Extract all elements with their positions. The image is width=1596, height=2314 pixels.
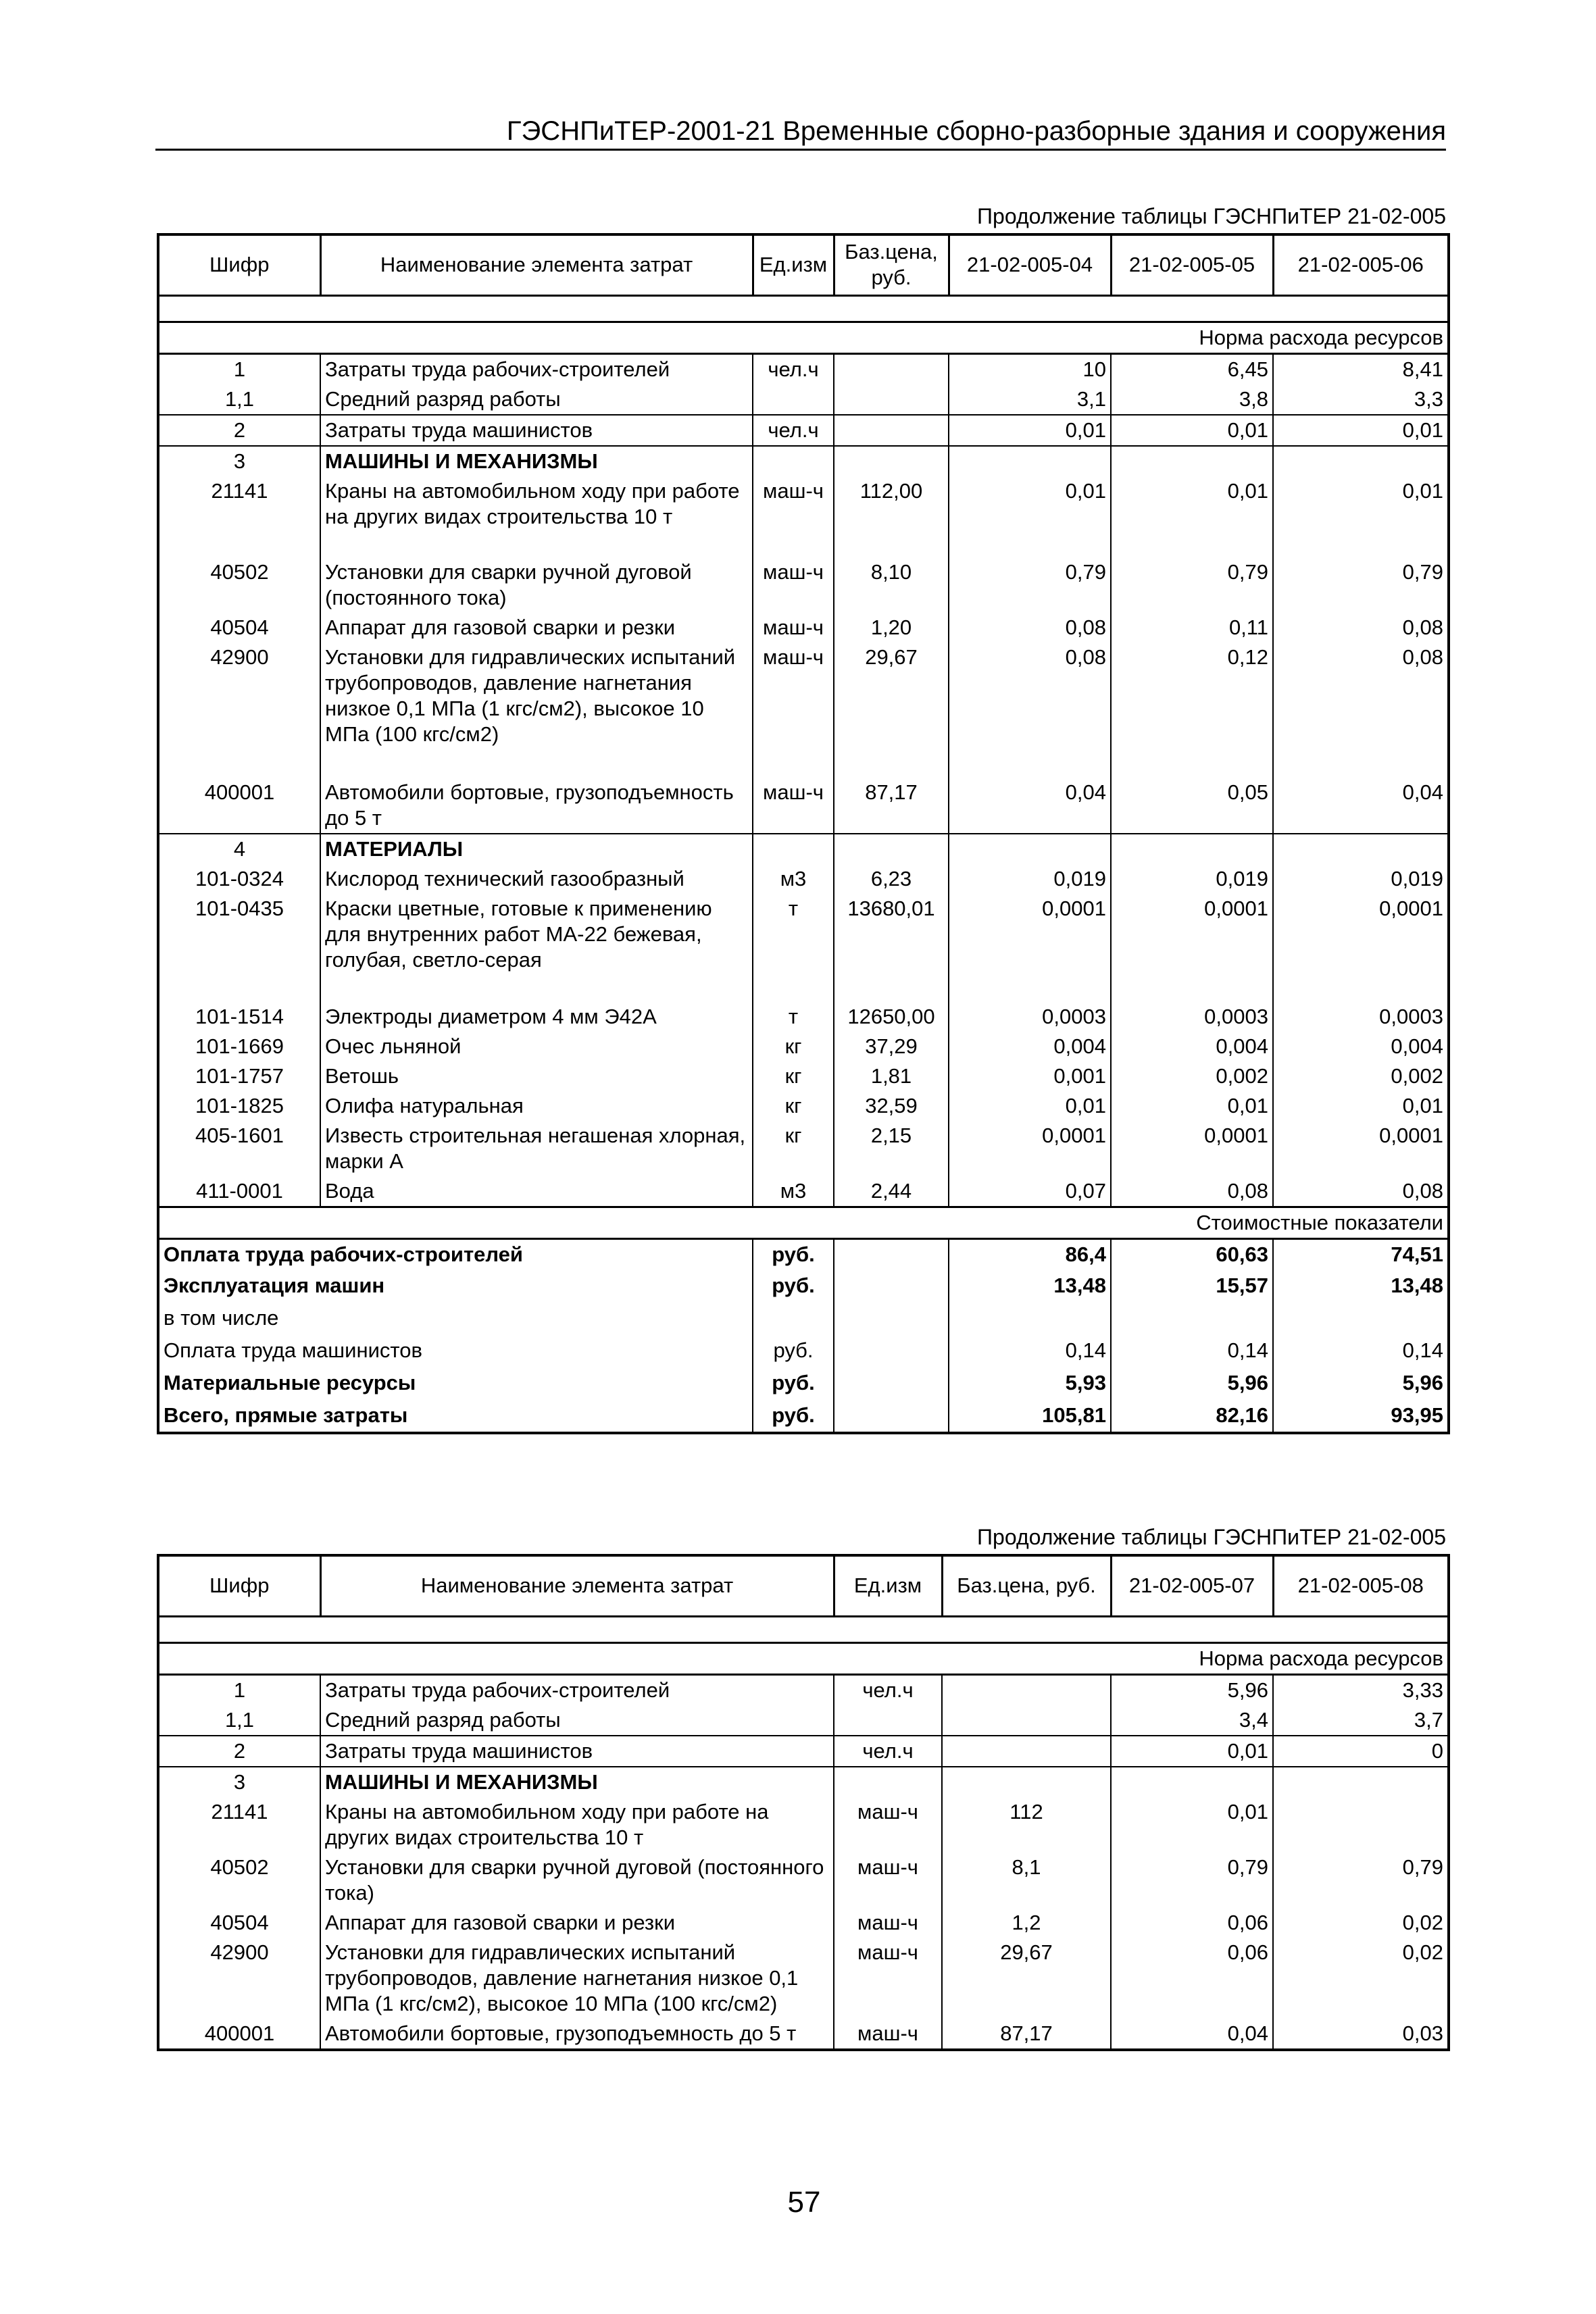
norm-value: 0,004 xyxy=(949,1032,1111,1061)
resource-code: 3 xyxy=(158,446,320,476)
resource-code: 42900 xyxy=(158,1938,320,2019)
norm-value xyxy=(1273,1797,1449,1853)
base-price xyxy=(942,1736,1111,1767)
norm-value: 3,4 xyxy=(1111,1705,1273,1736)
cost-value: 15,57 xyxy=(1111,1271,1273,1303)
unit: маш-ч xyxy=(834,1908,942,1938)
table-header-row xyxy=(158,1555,1449,1616)
table-row xyxy=(158,415,1449,446)
cost-value: 74,51 xyxy=(1273,1238,1449,1271)
resource-name: МАШИНЫ И МЕХАНИЗМЫ xyxy=(320,1767,834,1797)
resource-name: Олифа натуральная xyxy=(320,1091,753,1121)
norm-value: 0,05 xyxy=(1111,778,1273,834)
base-price: 2,44 xyxy=(834,1176,949,1207)
cost-row xyxy=(158,1401,1449,1433)
resource-code: 101-1669 xyxy=(158,1032,320,1061)
resource-name: Автомобили бортовые, грузоподъемность до 5 т xyxy=(320,2019,834,2050)
norm-value: 0,06 xyxy=(1111,1908,1273,1938)
resource-code: 101-0435 xyxy=(158,894,320,975)
norm-value: 0,08 xyxy=(1111,1176,1273,1207)
base-price: 112,00 xyxy=(834,476,949,557)
resource-code: 40502 xyxy=(158,1853,320,1908)
norm-value: 0,79 xyxy=(1273,557,1449,613)
norm-value: 0,0001 xyxy=(1111,894,1273,975)
norm-value: 0 xyxy=(1273,1736,1449,1767)
norm-value xyxy=(949,446,1111,476)
norm-value: 0,08 xyxy=(1273,613,1449,643)
norm-value: 0,02 xyxy=(1273,1908,1449,1938)
table-row xyxy=(158,1176,1449,1207)
norm-value: 0,08 xyxy=(1273,1176,1449,1207)
unit: маш-ч xyxy=(753,613,834,643)
unit xyxy=(753,446,834,476)
cost-name: Материальные ресурсы xyxy=(158,1368,753,1401)
base-price xyxy=(834,353,949,384)
base-price: 6,23 xyxy=(834,864,949,894)
table-row xyxy=(158,643,1449,751)
table-row xyxy=(158,613,1449,643)
base-price: 87,17 xyxy=(834,778,949,834)
resource-name: Установки для сварки ручной дуговой (постоянного тока) xyxy=(320,557,753,613)
base-price: 1,2 xyxy=(942,1908,1111,1938)
base-price: 12650,00 xyxy=(834,1002,949,1032)
column-header: Ед.изм xyxy=(753,234,834,295)
cost-value: 82,16 xyxy=(1111,1401,1273,1433)
base-price xyxy=(942,1705,1111,1736)
norm-value: 0,0001 xyxy=(1111,1121,1273,1176)
norm-value: 0,79 xyxy=(1273,1853,1449,1908)
cost-value: 5,96 xyxy=(1111,1368,1273,1401)
norm-value: 0,01 xyxy=(949,1091,1111,1121)
resource-name: Очес льняной xyxy=(320,1032,753,1061)
base-price: 29,67 xyxy=(834,643,949,751)
cost-row xyxy=(158,1336,1449,1368)
table-row xyxy=(158,1705,1449,1736)
unit: чел.ч xyxy=(834,1736,942,1767)
table1-continuation-caption: Продолжение таблицы ГЭСНПиТЕР 21-02-005 xyxy=(977,204,1446,228)
base-price xyxy=(834,384,949,415)
cost-value: 0,14 xyxy=(1111,1336,1273,1368)
unit: руб. xyxy=(753,1401,834,1433)
table-row xyxy=(158,353,1449,384)
norm-value: 0,07 xyxy=(949,1176,1111,1207)
unit: маш-ч xyxy=(753,557,834,613)
unit: м3 xyxy=(753,1176,834,1207)
unit: руб. xyxy=(753,1336,834,1368)
norm-value: 3,1 xyxy=(949,384,1111,415)
column-header: Баз.цена, руб. xyxy=(834,234,949,295)
norm-value: 0,04 xyxy=(1111,2019,1273,2050)
base-price: 1,20 xyxy=(834,613,949,643)
resource-code: 400001 xyxy=(158,2019,320,2050)
norm-value: 0,01 xyxy=(1111,476,1273,557)
cost-name: Оплата труда машинистов xyxy=(158,1336,753,1368)
resource-name: Затраты труда машинистов xyxy=(320,415,753,446)
cost-value: 5,93 xyxy=(949,1368,1111,1401)
norm-value: 0,79 xyxy=(949,557,1111,613)
running-header: ГЭСНПиТЕР-2001-21 Временные сборно-разборные здания и сооружения xyxy=(506,116,1446,146)
base-price xyxy=(834,834,949,864)
norm-value: 0,79 xyxy=(1111,1853,1273,1908)
table2-continuation-caption: Продолжение таблицы ГЭСНПиТЕР 21-02-005 xyxy=(977,1525,1446,1549)
norm-value: 0,01 xyxy=(1111,1736,1273,1767)
resource-name: Средний разряд работы xyxy=(320,384,753,415)
column-header: Шифр xyxy=(158,1555,320,1616)
resource-code: 42900 xyxy=(158,643,320,751)
base-price: 32,59 xyxy=(834,1091,949,1121)
unit xyxy=(753,1303,834,1336)
norm-value: 0,004 xyxy=(1111,1032,1273,1061)
base-price: 87,17 xyxy=(942,2019,1111,2050)
column-header: Наименование элемента затрат xyxy=(320,1555,834,1616)
unit: т xyxy=(753,1002,834,1032)
resource-name: МАШИНЫ И МЕХАНИЗМЫ xyxy=(320,446,753,476)
table-row xyxy=(158,446,1449,476)
resource-table-2 xyxy=(157,1554,1450,2051)
cost-row xyxy=(158,1238,1449,1271)
unit xyxy=(753,384,834,415)
norm-value: 0,01 xyxy=(1273,476,1449,557)
resource-name: Краны на автомобильном ходу при работе на других видах строительства 10 т xyxy=(320,1797,834,1853)
unit: маш-ч xyxy=(834,1797,942,1853)
cost-value: 105,81 xyxy=(949,1401,1111,1433)
table-row xyxy=(158,834,1449,864)
resource-code: 40504 xyxy=(158,613,320,643)
table-row xyxy=(158,476,1449,557)
unit: маш-ч xyxy=(834,1853,942,1908)
resource-name: Установки для сварки ручной дуговой (постоянного тока) xyxy=(320,1853,834,1908)
resource-name: Ветошь xyxy=(320,1061,753,1091)
norm-value: 0,001 xyxy=(949,1061,1111,1091)
base-price xyxy=(942,1767,1111,1797)
resource-code: 2 xyxy=(158,1736,320,1767)
norm-value: 3,3 xyxy=(1273,384,1449,415)
resource-table-1 xyxy=(157,233,1450,1434)
norm-value: 0,002 xyxy=(1111,1061,1273,1091)
cost-section-label: Стоимостные показатели xyxy=(158,1207,1449,1238)
norm-value: 0,0001 xyxy=(949,1121,1111,1176)
table-row xyxy=(158,1797,1449,1853)
norm-section-label: Норма расхода ресурсов xyxy=(158,1642,1449,1674)
table-row xyxy=(158,1767,1449,1797)
cost-value: 93,95 xyxy=(1273,1401,1449,1433)
resource-name: Краски цветные, готовые к применению для внутренних работ МА-22 бежевая, голубая, светло-серая xyxy=(320,894,753,975)
table-row xyxy=(158,1121,1449,1176)
norm-value: 0,01 xyxy=(1273,1091,1449,1121)
table-row xyxy=(158,557,1449,613)
norm-value: 5,96 xyxy=(1111,1674,1273,1705)
resource-name: Аппарат для газовой сварки и резки xyxy=(320,613,753,643)
unit: маш-ч xyxy=(834,2019,942,2050)
base-price: 8,1 xyxy=(942,1853,1111,1908)
norm-value: 3,33 xyxy=(1273,1674,1449,1705)
norm-value: 0,004 xyxy=(1273,1032,1449,1061)
resource-name: Установки для гидравлических испытаний трубопроводов, давление нагнетания низкое 0,1 МПа (1 кгс/см2), высокое 10 МПа (100 кгс/см2) xyxy=(320,1938,834,2019)
unit: маш-ч xyxy=(753,778,834,834)
norm-value: 0,03 xyxy=(1273,2019,1449,2050)
norm-value xyxy=(1111,446,1273,476)
resource-code: 1,1 xyxy=(158,1705,320,1736)
norm-value: 0,019 xyxy=(1111,864,1273,894)
base-price: 2,15 xyxy=(834,1121,949,1176)
resource-name: Затраты труда рабочих-строителей xyxy=(320,353,753,384)
resource-code: 40502 xyxy=(158,557,320,613)
norm-value xyxy=(1273,834,1449,864)
column-header: 21-02-005-08 xyxy=(1273,1555,1449,1616)
norm-value: 0,06 xyxy=(1111,1938,1273,2019)
unit xyxy=(834,1705,942,1736)
table-row xyxy=(158,1853,1449,1908)
page-number: 57 xyxy=(787,2186,821,2219)
column-header: 21-02-005-07 xyxy=(1111,1555,1273,1616)
base-price: 8,10 xyxy=(834,557,949,613)
resource-code: 400001 xyxy=(158,778,320,834)
base-price xyxy=(942,1674,1111,1705)
cost-value: 60,63 xyxy=(1111,1238,1273,1271)
table-row xyxy=(158,1061,1449,1091)
resource-name: Кислород технический газообразный xyxy=(320,864,753,894)
cost-value: 0,14 xyxy=(949,1336,1111,1368)
resource-name: МАТЕРИАЛЫ xyxy=(320,834,753,864)
norm-value: 0,04 xyxy=(949,778,1111,834)
column-header: Наименование элемента затрат xyxy=(320,234,753,295)
cost-value xyxy=(949,1303,1111,1336)
base-price: 37,29 xyxy=(834,1032,949,1061)
resource-name: Вода xyxy=(320,1176,753,1207)
resource-code: 21141 xyxy=(158,1797,320,1853)
norm-value: 0,01 xyxy=(1111,1091,1273,1121)
resource-name: Электроды диаметром 4 мм Э42А xyxy=(320,1002,753,1032)
norm-value: 0,01 xyxy=(1111,1797,1273,1853)
unit: кг xyxy=(753,1032,834,1061)
table-row xyxy=(158,1674,1449,1705)
norm-value: 0,08 xyxy=(949,643,1111,751)
resource-code: 1,1 xyxy=(158,384,320,415)
norm-section-label: Норма расхода ресурсов xyxy=(158,322,1449,353)
cost-value xyxy=(1273,1303,1449,1336)
unit: кг xyxy=(753,1091,834,1121)
table-header-row xyxy=(158,234,1449,295)
norm-value: 0,01 xyxy=(1111,415,1273,446)
norm-value: 0,0001 xyxy=(949,894,1111,975)
column-header: 21-02-005-05 xyxy=(1111,234,1273,295)
cost-value: 13,48 xyxy=(1273,1271,1449,1303)
cost-value xyxy=(1111,1303,1273,1336)
resource-name: Установки для гидравлических испытаний трубопроводов, давление нагнетания низкое 0,1 МПа (1 кгс/см2), высокое 10 МПа (100 кгс/см2) xyxy=(320,643,753,751)
header-rule xyxy=(155,149,1446,151)
resource-name: Известь строительная негашеная хлорная, марки А xyxy=(320,1121,753,1176)
base-price: 29,67 xyxy=(942,1938,1111,2019)
unit: руб. xyxy=(753,1368,834,1401)
table-row xyxy=(158,778,1449,834)
table-row xyxy=(158,1002,1449,1032)
unit xyxy=(753,834,834,864)
norm-value: 0,0001 xyxy=(1273,894,1449,975)
unit: маш-ч xyxy=(753,476,834,557)
table-row xyxy=(158,894,1449,975)
norm-value: 0,01 xyxy=(949,476,1111,557)
column-header: 21-02-005-04 xyxy=(949,234,1111,295)
cost-row xyxy=(158,1303,1449,1336)
base-price: 112 xyxy=(942,1797,1111,1853)
norm-value: 0,04 xyxy=(1273,778,1449,834)
resource-code: 411-0001 xyxy=(158,1176,320,1207)
cost-value: 13,48 xyxy=(949,1271,1111,1303)
resource-code: 40504 xyxy=(158,1908,320,1938)
cost-value: 86,4 xyxy=(949,1238,1111,1271)
unit: кг xyxy=(753,1061,834,1091)
column-header: Баз.цена, руб. xyxy=(942,1555,1111,1616)
norm-value xyxy=(1273,446,1449,476)
resource-code: 21141 xyxy=(158,476,320,557)
table-row xyxy=(158,864,1449,894)
resource-code: 3 xyxy=(158,1767,320,1797)
norm-value: 3,7 xyxy=(1273,1705,1449,1736)
norm-value xyxy=(1111,1767,1273,1797)
unit: т xyxy=(753,894,834,975)
table-row xyxy=(158,1032,1449,1061)
column-header: 21-02-005-06 xyxy=(1273,234,1449,295)
unit xyxy=(834,1767,942,1797)
norm-value: 0,0001 xyxy=(1273,1121,1449,1176)
resource-code: 4 xyxy=(158,834,320,864)
unit: м3 xyxy=(753,864,834,894)
table-row xyxy=(158,1908,1449,1938)
norm-value: 0,019 xyxy=(949,864,1111,894)
cost-name: в том числе xyxy=(158,1303,753,1336)
norm-value: 3,8 xyxy=(1111,384,1273,415)
norm-value: 0,12 xyxy=(1111,643,1273,751)
cost-row xyxy=(158,1271,1449,1303)
table-row xyxy=(158,1736,1449,1767)
resource-code: 1 xyxy=(158,353,320,384)
resource-code: 101-1825 xyxy=(158,1091,320,1121)
base-price xyxy=(834,446,949,476)
resource-code: 1 xyxy=(158,1674,320,1705)
base-price: 13680,01 xyxy=(834,894,949,975)
norm-value: 0,11 xyxy=(1111,613,1273,643)
cost-name: Эксплуатация машин xyxy=(158,1271,753,1303)
table-row xyxy=(158,2019,1449,2050)
resource-name: Автомобили бортовые, грузоподъемность до 5 т xyxy=(320,778,753,834)
table-row xyxy=(158,384,1449,415)
resource-code: 101-1757 xyxy=(158,1061,320,1091)
norm-value: 0,79 xyxy=(1111,557,1273,613)
norm-value: 0,002 xyxy=(1273,1061,1449,1091)
norm-value: 0,0003 xyxy=(1273,1002,1449,1032)
unit: кг xyxy=(753,1121,834,1176)
norm-value: 8,41 xyxy=(1273,353,1449,384)
cost-value: 5,96 xyxy=(1273,1368,1449,1401)
norm-value: 0,02 xyxy=(1273,1938,1449,2019)
resource-code: 101-0324 xyxy=(158,864,320,894)
norm-value xyxy=(1273,1767,1449,1797)
cost-row xyxy=(158,1368,1449,1401)
cost-value: 0,14 xyxy=(1273,1336,1449,1368)
column-header: Ед.изм xyxy=(834,1555,942,1616)
norm-value: 0,0003 xyxy=(1111,1002,1273,1032)
unit: чел.ч xyxy=(834,1674,942,1705)
unit: чел.ч xyxy=(753,353,834,384)
unit: чел.ч xyxy=(753,415,834,446)
cost-name: Оплата труда рабочих-строителей xyxy=(158,1238,753,1271)
unit: руб. xyxy=(753,1271,834,1303)
column-header: Шифр xyxy=(158,234,320,295)
norm-value xyxy=(1111,834,1273,864)
norm-value: 0,0003 xyxy=(949,1002,1111,1032)
resource-name: Аппарат для газовой сварки и резки xyxy=(320,1908,834,1938)
resource-name: Затраты труда машинистов xyxy=(320,1736,834,1767)
norm-value: 0,08 xyxy=(949,613,1111,643)
unit: руб. xyxy=(753,1238,834,1271)
norm-value: 0,019 xyxy=(1273,864,1449,894)
cost-name: Всего, прямые затраты xyxy=(158,1401,753,1433)
base-price xyxy=(834,415,949,446)
norm-value: 0,08 xyxy=(1273,643,1449,751)
norm-value: 0,01 xyxy=(949,415,1111,446)
norm-value: 6,45 xyxy=(1111,353,1273,384)
unit: маш-ч xyxy=(753,643,834,751)
norm-value: 10 xyxy=(949,353,1111,384)
unit: маш-ч xyxy=(834,1938,942,2019)
resource-code: 2 xyxy=(158,415,320,446)
resource-code: 405-1601 xyxy=(158,1121,320,1176)
table-row xyxy=(158,1091,1449,1121)
norm-value: 0,01 xyxy=(1273,415,1449,446)
norm-value xyxy=(949,834,1111,864)
resource-name: Затраты труда рабочих-строителей xyxy=(320,1674,834,1705)
base-price: 1,81 xyxy=(834,1061,949,1091)
resource-name: Средний разряд работы xyxy=(320,1705,834,1736)
resource-name: Краны на автомобильном ходу при работе на других видах строительства 10 т xyxy=(320,476,753,557)
table-row xyxy=(158,1938,1449,2019)
resource-code: 101-1514 xyxy=(158,1002,320,1032)
